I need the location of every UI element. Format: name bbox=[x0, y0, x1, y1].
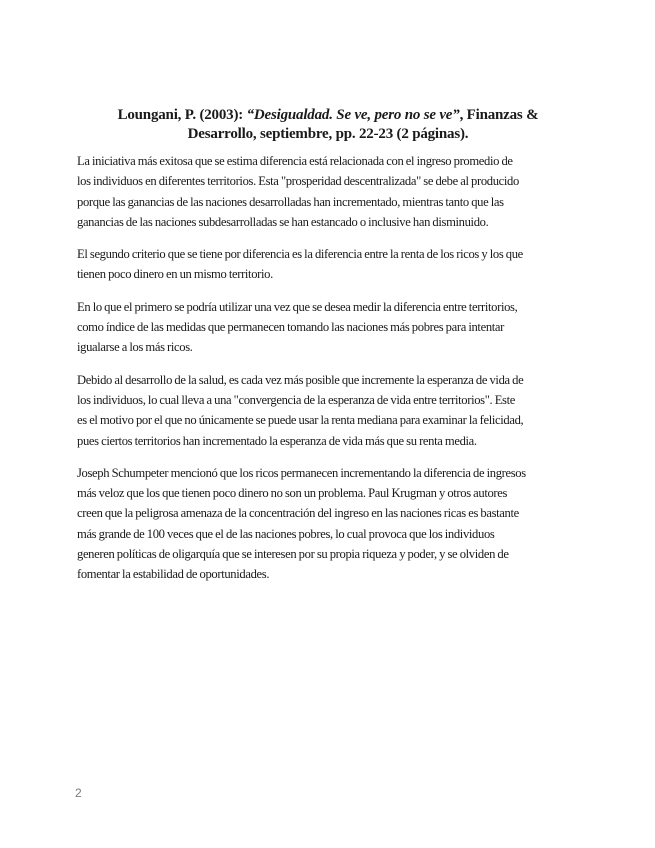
text-line: creen que la peligrosa amenaza de la concentración del ingreso en las naciones ricas es bastante bbox=[77, 506, 519, 521]
paragraph-2 bbox=[77, 244, 577, 285]
text-line: En lo que el primero se podría utilizar una vez que se desea medir la diferencia entre territorios, bbox=[77, 299, 518, 314]
title-journal: , Finanzas & bbox=[459, 107, 539, 123]
title-authors: Loungani, P. (2003): bbox=[117, 107, 247, 123]
text-line: Debido al desarrollo de la salud, es cada vez más posible que incremente la esperanza de vida de bbox=[77, 372, 524, 387]
text-line: más grande de 100 veces que el de las naciones pobres, lo cual provoca que los individuos bbox=[77, 526, 495, 541]
text-line: es el motivo por el que no únicamente se puede usar la renta mediana para examinar la felicidad, bbox=[77, 413, 524, 428]
citation-title bbox=[80, 106, 576, 144]
title-article-name: “Desigualdad. Se ve, pero no se ve” bbox=[246, 107, 460, 123]
text-line: El segundo criterio que se tiene por diferencia es la diferencia entre la renta de los ricos y los que bbox=[77, 247, 523, 262]
text-line: Joseph Schumpeter mencionó que los ricos permanecen incrementando la diferencia de ingresos bbox=[77, 465, 526, 480]
text-line: ganancias de las naciones subdesarrolladas se han estancado o inclusive han disminuido. bbox=[77, 214, 489, 229]
text-line: fomentar la estabilidad de oportunidades. bbox=[77, 567, 270, 582]
page-number: 2 bbox=[75, 786, 82, 800]
paragraph-1 bbox=[77, 151, 577, 232]
text-line: como índice de las medidas que permanecen tomando las naciones más pobres para intentar bbox=[77, 320, 505, 335]
text-line: igualarse a los más ricos. bbox=[77, 340, 193, 355]
text-line: los individuos, lo cual lleva a una "convergencia de la esperanza de vida entre territorios". Este bbox=[77, 392, 515, 407]
text-line: porque las ganancias de las naciones desarrolladas han incrementado, mientras tanto que las bbox=[77, 194, 504, 209]
text-line: los individuos en diferentes territorios. Esta "prosperidad descentralizada" se debe al producido bbox=[77, 174, 519, 189]
paragraph-3 bbox=[77, 297, 577, 358]
text-line: La iniciativa más exitosa que se estima diferencia está relacionada con el ingreso promedio de bbox=[77, 154, 513, 168]
text-line: más veloz que los que tienen poco dinero no son un problema. Paul Krugman y otros autores bbox=[77, 486, 508, 501]
text-line: generen políticas de oligarquía que se interesen por su propia riqueza y poder, y se olviden de bbox=[77, 547, 509, 562]
paragraph-4 bbox=[77, 370, 577, 451]
document-body bbox=[77, 151, 577, 597]
paragraph-5 bbox=[77, 463, 577, 585]
text-line: tienen poco dinero en un mismo territorio. bbox=[77, 267, 273, 282]
title-publication-details: Desarrollo, septiembre, pp. 22-23 (2 páginas). bbox=[187, 126, 469, 142]
text-line: pues ciertos territorios han incrementado la esperanza de vida más que su renta media. bbox=[77, 433, 477, 448]
